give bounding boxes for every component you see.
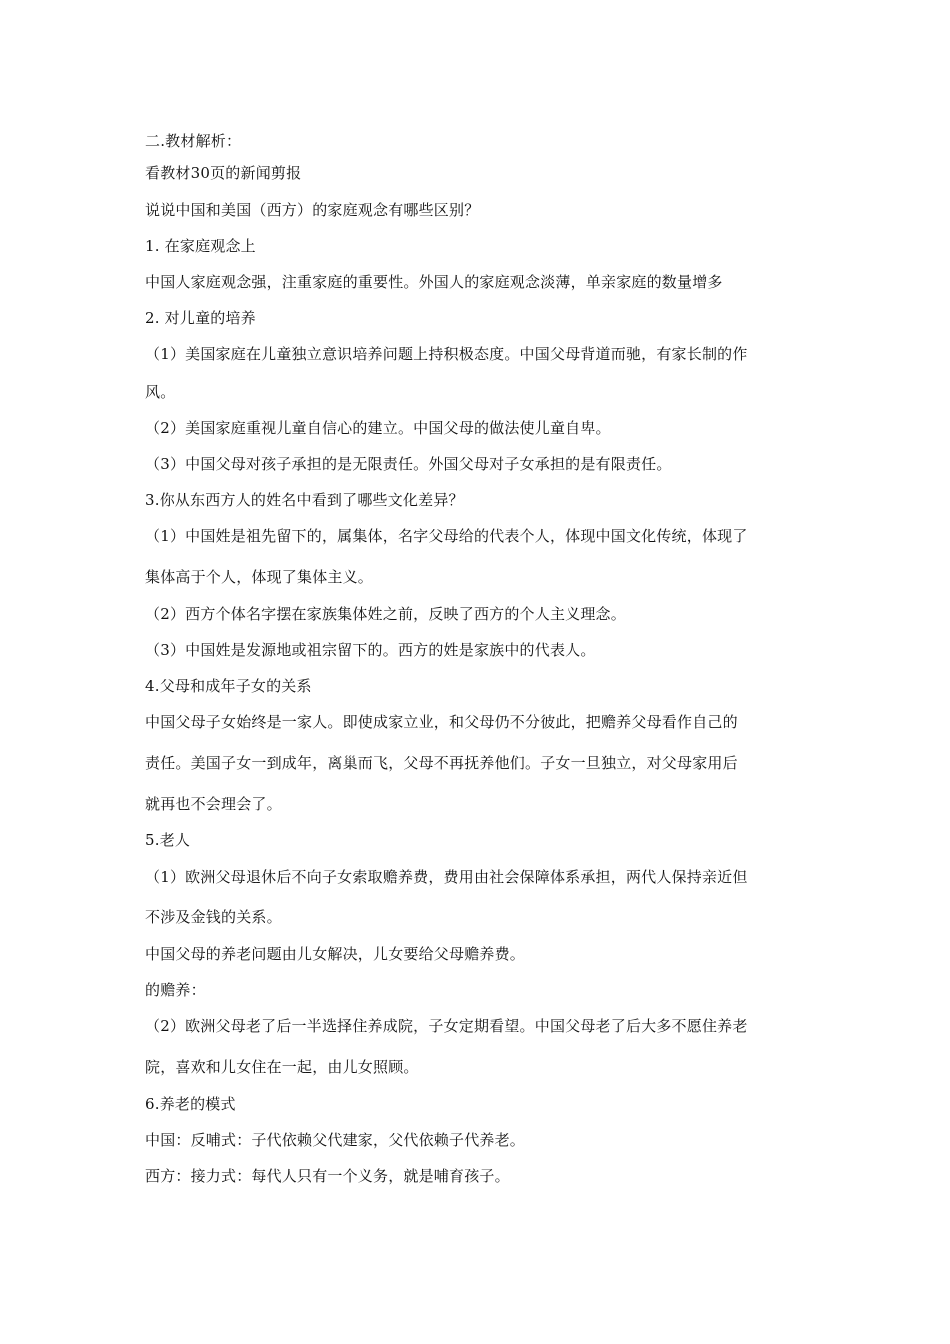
list-heading: 6.养老的模式 — [145, 1095, 236, 1113]
text-line: （1）美国家庭在儿童独立意识培养问题上持积极态度。中国父母背道而驰，有家长制的作 — [145, 345, 748, 363]
question-line: 说说中国和美国（西方）的家庭观念有哪些区别？ — [145, 201, 480, 219]
list-heading: 5.老人 — [145, 831, 191, 849]
text-line: 院，喜欢和儿女住在一起，由儿女照顾。 — [145, 1058, 419, 1076]
text-line: （3）中国父母对孩子承担的是无限责任。外国父母对子女承担的是有限责任。 — [145, 455, 672, 473]
list-heading: 2. 对儿童的培养 — [145, 309, 256, 327]
text-line: （1）欧洲父母退休后不向子女索取赡养费，费用由社会保障体系承担，两代人保持亲近但 — [145, 868, 748, 886]
list-heading: 1. 在家庭观念上 — [145, 237, 256, 255]
text-line: （2）美国家庭重视儿童自信心的建立。中国父母的做法使儿童自卑。 — [145, 419, 611, 437]
list-heading: 4.父母和成年子女的关系 — [145, 677, 312, 695]
text-line: （3）中国姓是发源地或祖宗留下的。西方的姓是家族中的代表人。 — [145, 641, 596, 659]
text-line: 中国人家庭观念强，注重家庭的重要性。外国人的家庭观念淡薄，单亲家庭的数量增多 — [145, 273, 723, 291]
text-line: 就再也不会理会了。 — [145, 795, 282, 813]
section-heading: 二.教材解析： — [145, 132, 242, 150]
text-line: 集体高于个人，体现了集体主义。 — [145, 568, 374, 586]
text-line: 中国父母的养老问题由儿女解决，儿女要给父母赡养费。 — [145, 945, 526, 963]
text-line: 中国父母子女始终是一家人。即使成家立业，和父母仍不分彼此，把赡养父母看作自己的 — [145, 713, 738, 731]
text-line: 中国：反哺式：子代依赖父代建家，父代依赖子代养老。 — [145, 1131, 526, 1149]
text-line: 的赡养： — [145, 981, 206, 999]
list-heading: 3.你从东西方人的姓名中看到了哪些文化差异？ — [145, 491, 464, 509]
text-line: 风。 — [145, 383, 176, 401]
text-line: 责任。美国子女一到成年，离巢而飞，父母不再抚养他们。子女一旦独立，对父母家用后 — [145, 754, 738, 772]
text-line: 不涉及金钱的关系。 — [145, 908, 282, 926]
text-line: 看教材30页的新闻剪报 — [145, 164, 302, 182]
text-line: （2）西方个体名字摆在家族集体姓之前，反映了西方的个人主义理念。 — [145, 605, 626, 623]
text-line: （2）欧洲父母老了后一半选择住养成院，子女定期看望。中国父母老了后大多不愿住养老 — [145, 1017, 748, 1035]
text-line: （1）中国姓是祖先留下的，属集体，名字父母给的代表个人，体现中国文化传统，体现了 — [145, 527, 748, 545]
text-line: 西方：接力式：每代人只有一个义务，就是哺育孩子。 — [145, 1167, 510, 1185]
